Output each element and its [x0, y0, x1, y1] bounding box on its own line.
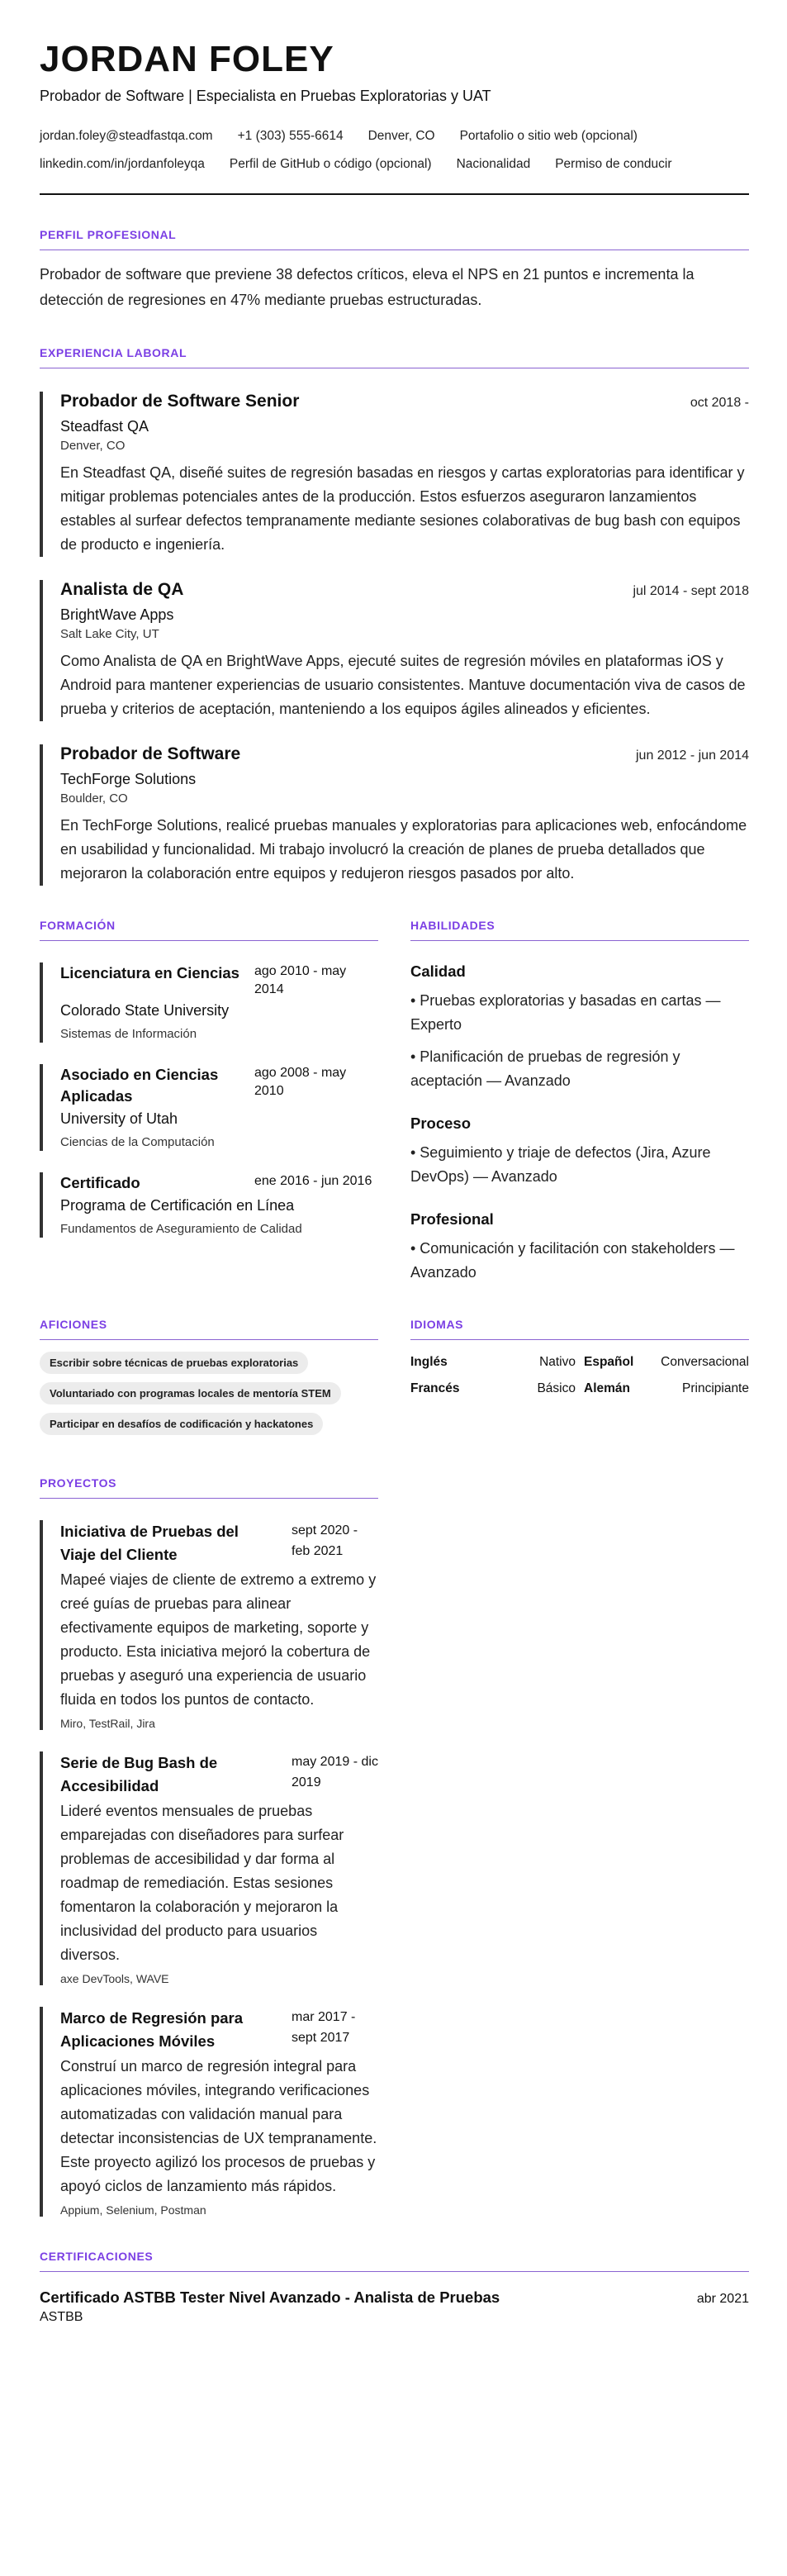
project-tools: Miro, TestRail, Jira [60, 1717, 155, 1730]
education-degree: Asociado en Ciencias Aplicadas [60, 1066, 219, 1105]
education-school: Programa de Certificación en Línea [60, 1197, 295, 1214]
projects-row [40, 1443, 749, 2217]
language-level: Básico [537, 1381, 576, 1395]
certification-issuer: ASTBB [40, 2310, 83, 2324]
job-date: jun 2012 - jun 2014 [636, 749, 749, 763]
projects-heading: PROYECTOS [40, 1476, 378, 1499]
job-role: Probador de Software [60, 744, 241, 763]
education-skills-row [40, 886, 749, 1285]
contact-github: Perfil de GitHub o código (opcional) [229, 157, 432, 171]
language-level: Conversacional [661, 1355, 749, 1369]
project-item [40, 1751, 378, 1985]
education-date: ago 2008 - may 2010 [254, 1066, 347, 1098]
job-location: Boulder, CO [60, 791, 128, 806]
project-name: Iniciativa de Pruebas del Viaje del Cliente [60, 1523, 239, 1563]
contact-license: Permiso de conducir [555, 157, 672, 171]
language-list [410, 1355, 749, 1396]
hobbies-column [40, 1285, 378, 1443]
contact-email: jordan.foley@steadfastqa.com [40, 129, 213, 143]
project-item [40, 1520, 378, 1730]
skill-item: • Comunicación y facilitación con stakeholders — Avanzado [410, 1240, 735, 1281]
hobbies-languages-row [40, 1285, 749, 1443]
candidate-title: Probador de Software | Especialista en Pruebas Exploratorias y UAT [40, 88, 491, 104]
skill-item: • Seguimiento y triaje de defectos (Jira, Azure DevOps) — Avanzado [410, 1144, 711, 1185]
language-level: Nativo [539, 1355, 576, 1369]
header-divider [40, 193, 749, 195]
education-item [40, 1172, 378, 1238]
job-description: En TechForge Solutions, realicé pruebas manuales y exploratorias para aplicaciones web, enfocándome en usabilidad y funcionalidad. Mi trabajo involucró la creación de planes de prueba detallados que mejoraron la colaboración entre equipos y redujeron riesgos pasados por alto. [60, 817, 747, 882]
education-degree: Certificado [60, 1174, 140, 1191]
education-degree: Licenciatura en Ciencias [60, 964, 239, 981]
project-name: Marco de Regresión para Aplicaciones Móviles [60, 2009, 244, 2050]
job-date: oct 2018 - [690, 396, 749, 410]
education-column [40, 886, 378, 1285]
job-company: Steadfast QA [60, 418, 149, 435]
skills-heading: HABILIDADES [410, 919, 749, 941]
summary-text: Probador de software que previene 38 defectos críticos, eleva el NPS en 21 puntos e incrementa la detección de regresiones en 47% mediante pruebas estructuradas. [40, 266, 695, 308]
certification-item [40, 2288, 749, 2307]
language-level: Principiante [682, 1381, 749, 1395]
job-role: Probador de Software Senior [60, 392, 300, 411]
language-name: Francés [410, 1381, 460, 1395]
language-item [410, 1381, 576, 1396]
job-company: BrightWave Apps [60, 606, 174, 623]
project-name: Serie de Bug Bash de Accesibilidad [60, 1754, 218, 1794]
education-school: University of Utah [60, 1110, 178, 1127]
contact-location: Denver, CO [367, 129, 435, 143]
project-description: Construí un marco de regresión integral para aplicaciones móviles, integrando verificaciones automatizadas con validación manual para detectar inconsistencias de UX tempranamente. Este proyecto agilizó los procesos de pruebas y apoyó ciclos de lanzamiento más rápidos. [60, 2058, 377, 2194]
hobby-pill: Voluntariado con programas locales de mentoría STEM [40, 1382, 341, 1404]
experience-item [40, 580, 749, 721]
language-name: Alemán [584, 1381, 630, 1395]
project-tools: axe DevTools, WAVE [60, 1972, 169, 1985]
skill-group-title: Proceso [410, 1115, 472, 1132]
hobby-pill: Escribir sobre técnicas de pruebas exploratorias [40, 1352, 308, 1374]
hobby-list [40, 1352, 378, 1443]
contact-list [40, 122, 749, 178]
language-name: Inglés [410, 1355, 448, 1369]
certification-date: abr 2021 [696, 2292, 749, 2306]
hobby-pill: Participar en desafíos de codificación y hackatones [40, 1413, 323, 1435]
certifications-heading: CERTIFICACIONES [40, 2250, 749, 2272]
project-description: Mapeé viajes de cliente de extremo a extremo y creé guías de pruebas para alinear efectivamente equipos de marketing, soporte y producto. Esta iniciativa mejoró la cobertura de pruebas y aseguró una experiencia de usuario fluida en todos los puntos de contacto. [60, 1571, 377, 1708]
language-name: Español [584, 1355, 634, 1369]
education-field: Ciencias de la Computación [60, 1135, 215, 1149]
education-date: ene 2016 - jun 2016 [254, 1174, 372, 1188]
skill-item: • Planificación de pruebas de regresión y aceptación — Avanzado [410, 1048, 680, 1089]
job-date: jul 2014 - sept 2018 [633, 584, 749, 598]
skill-group-title: Calidad [410, 962, 466, 980]
job-role: Analista de QA [60, 580, 184, 599]
certification-name: Certificado ASTBB Tester Nivel Avanzado - Analista de Pruebas [40, 2288, 500, 2306]
experience-item [40, 744, 749, 886]
project-date: sept 2020 - feb 2021 [292, 1523, 358, 1558]
contact-linkedin: linkedin.com/in/jordanfoleyqa [40, 157, 205, 171]
education-heading: FORMACIÓN [40, 919, 378, 941]
job-location: Salt Lake City, UT [60, 627, 159, 641]
project-date: may 2019 - dic 2019 [292, 1755, 378, 1789]
job-description: En Steadfast QA, diseñé suites de regresión basadas en riesgos y cartas exploratorias para identificar y mitigar problemas potenciales antes de la producción. Estos esfuerzos aseguraron lanzamientos estables al surfear defectos tempranamente mediante sesiones colaborativas de bug bash con equipos de producto e ingeniería. [60, 464, 745, 553]
contact-phone: +1 (303) 555-6614 [237, 129, 344, 143]
candidate-name: JORDAN FOLEY [40, 39, 334, 79]
education-field: Sistemas de Información [60, 1027, 197, 1041]
language-item [584, 1381, 749, 1396]
contact-nationality: Nacionalidad [456, 157, 531, 171]
experience-item [40, 392, 749, 557]
job-description: Como Analista de QA en BrightWave Apps, ejecuté suites de regresión móviles en plataformas iOS y Android para mantener experiencias de usuario consistentes. Mantuve documentación viva de casos de prueba y criterios de aceptación, manteniendo a los equipos ágiles alineados y eficientes. [60, 653, 746, 717]
summary-heading: PERFIL PROFESIONAL [40, 228, 749, 250]
job-location: Denver, CO [60, 439, 126, 453]
projects-column [40, 1443, 378, 2217]
projects-empty-column [410, 1443, 749, 2217]
job-company: TechForge Solutions [60, 771, 197, 787]
project-item [40, 2007, 378, 2217]
experience-heading: EXPERIENCIA LABORAL [40, 346, 749, 368]
language-item [584, 1355, 749, 1370]
education-school: Colorado State University [60, 1002, 230, 1019]
project-tools: Appium, Selenium, Postman [60, 2203, 206, 2217]
contact-portfolio: Portafolio o sitio web (opcional) [459, 129, 638, 143]
skill-item: • Pruebas exploratorias y basadas en cartas — Experto [410, 992, 721, 1033]
language-item [410, 1355, 576, 1370]
skills-column [410, 886, 749, 1285]
education-field: Fundamentos de Aseguramiento de Calidad [60, 1222, 302, 1236]
project-description: Lideré eventos mensuales de pruebas emparejadas con diseñadores para surfear problemas de accesibilidad y dar forma al roadmap de remediación. Estas sesiones fomentaron la colaboración y mejoraron la inclusividad del producto para usuarios diversos. [60, 1803, 344, 1963]
education-item [40, 962, 378, 1043]
education-date: ago 2010 - may 2014 [254, 964, 347, 996]
languages-heading: IDIOMAS [410, 1318, 749, 1340]
education-item [40, 1064, 378, 1151]
hobbies-heading: AFICIONES [40, 1318, 378, 1340]
project-date: mar 2017 - sept 2017 [292, 2010, 356, 2045]
skill-group-title: Profesional [410, 1210, 494, 1228]
languages-column [410, 1285, 749, 1443]
